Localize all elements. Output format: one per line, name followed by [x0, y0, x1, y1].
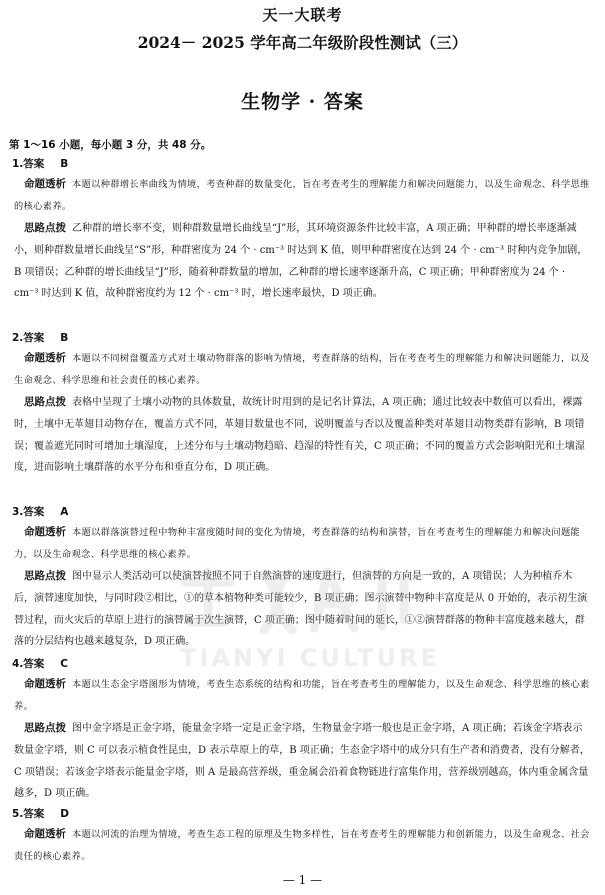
analysis-text: 本题以生态金字塔图形为情境，考查生态系统的结构和功能，旨在考查考生的理解能力，以及生命观念、科学思维的核心素养。: [14, 679, 590, 712]
answer-label: 答案: [23, 658, 45, 670]
question-header: [12, 504, 68, 519]
answer-value: A: [60, 506, 69, 518]
analysis-paragraph: [14, 348, 592, 392]
hint-text: 表格中呈现了土壤小动物的具体数量，故统计时用到的是记名计算法，A 项正确；通过比较表中数值可以看出，裸露时，土壤中无革翅目动物存在，覆盖方式不同，革翅目数量也不同，说明覆盖与否以及覆盖种类对革翅目动物类群有影响，B 项错误；覆盖遮光同时可增加土壤湿度，上述分布与土壤动物趋暗、趋湿的特性有关，C 项正确；不同的覆盖方式会影响阳光和土壤湿度，进而影响土壤群落的水平分布和垂直分布，D 项正确。: [14, 397, 585, 474]
organizer-title: 天一大联考: [262, 6, 343, 24]
analysis-label: 命题透析: [24, 678, 66, 690]
hint-label: 思路点拨: [24, 396, 66, 408]
answer-label: 答案: [23, 158, 45, 170]
hint-paragraph: [14, 218, 592, 305]
answer-value: B: [60, 158, 69, 170]
hint-text: 乙种群的增长率不变，则种群数量增长曲线呈“J”形，其环境资源条件比较丰富，A 项正确；甲种群的增长率逐渐减小，则种群数量增长曲线呈“S”形，种群密度为 24 个 · cm⁻³ 时达到 K 值，则甲种群密度在达到 24 个 · cm⁻³ 时种内竞争加剧，B 项错误；乙种群的增长曲线呈“J”形，随着种群数量的增加，乙种群的增长速率逐渐升高，C 项正确；甲种群密度为 24 个 · cm⁻³ 时达到 K 值，故种群密度约为 12 个 · cm⁻³ 时，增长速率最快，D 项正确。: [14, 223, 588, 300]
analysis-paragraph: [14, 522, 592, 566]
page-number: — 1 —: [282, 873, 323, 887]
answer-label: 答案: [23, 332, 45, 344]
analysis-label: 命题透析: [24, 526, 66, 538]
exam-title: 2024－ 2025 学年高二年级阶段性测试（三）: [137, 33, 468, 52]
analysis-text: 本题以不同树盘覆盖方式对土壤动物群落的影响为情境，考查群落的结构，旨在考查考生的理解能力和解决问题能力，以及生命观念、科学思维和社会责任的核心素养。: [14, 353, 590, 386]
question-number: 1.: [12, 158, 24, 170]
section-note: 第 1～16 小题，每小题 3 分，共 48 分。: [9, 139, 212, 151]
question-header: [12, 156, 68, 171]
analysis-label: 命题透析: [24, 178, 66, 190]
watermark-text: TIANYI CULTURE: [180, 644, 440, 672]
hint-paragraph: [14, 566, 592, 653]
analysis-paragraph: [14, 824, 592, 868]
subject-title: 生物学 · 答案: [241, 91, 364, 113]
question-number: 2.: [12, 332, 24, 344]
analysis-text: 本题以种群增长率曲线为情境，考查种群的数量变化，旨在考查考生的理解能力和解决问题能力，以及生命观念、科学思维的核心素养。: [14, 179, 590, 212]
analysis-paragraph: [14, 174, 592, 218]
analysis-text: 本题以群落演替过程中物种丰富度随时间的变化为情境，考查群落的结构和演替，旨在考查考生的理解能力和解决问题能力，以及生命观念、科学思维的核心素养。: [14, 527, 581, 560]
question-header: [12, 330, 68, 345]
analysis-label: 命题透析: [24, 352, 66, 364]
analysis-label: 命题透析: [24, 828, 66, 840]
answer-value: C: [60, 658, 69, 670]
answer-value: B: [60, 332, 69, 344]
question-header: [12, 806, 69, 821]
answer-label: 答案: [23, 506, 45, 518]
question-number: 5.: [12, 808, 24, 820]
hint-text: 图中金字塔是正金字塔，能量金字塔一定是正金字塔，生物量金字塔一般也是正金字塔，A 项正确；若该金字塔表示数量金字塔，则 C 可以表示植食性昆虫，D 表示草原上的草，B 项正确；生态金字塔中的成分只有生产者和消费者，没有分解者，C 项错误；若该金字塔表示能量金字塔，则 A 是最高营养级，重金属会沿着食物链进行富集作用，营养级别越高，体内重金属含量越多，D 项正确。: [14, 723, 590, 800]
hint-label: 思路点拨: [24, 570, 66, 582]
hint-text: 图中显示人类活动可以使演替按照不同于自然演替的速度进行，但演替的方向是一致的，A 项错误；人为种植乔木后，演替速度加快，与同时段②相比，①的草本植物种类可能较少，B 项正确；图示演替中物种丰富度是从 0 开始的，表示初生演替过程，而火灾后的草原上进行的演替属于次生演替，C 项正确；图中随着时间的延长，①②演替群落的物种丰富度越来越大，群落的分层结构也越来越复杂，D 项正确。: [14, 571, 588, 648]
answer-value: D: [60, 808, 70, 820]
hint-paragraph: [14, 392, 592, 479]
analysis-paragraph: [14, 674, 592, 718]
answer-label: 答案: [23, 808, 45, 820]
analysis-text: 本题以河流的治理为情境，考查生态工程的原理及生物多样性，旨在考查考生的理解能力和创新能力，以及生命观念、社会责任的核心素养。: [14, 829, 590, 862]
hint-label: 思路点拨: [24, 722, 66, 734]
question-header: [12, 656, 68, 671]
hint-paragraph: [14, 718, 592, 805]
question-number: 4.: [12, 658, 24, 670]
hint-label: 思路点拨: [24, 222, 66, 234]
question-number: 3.: [12, 506, 24, 518]
